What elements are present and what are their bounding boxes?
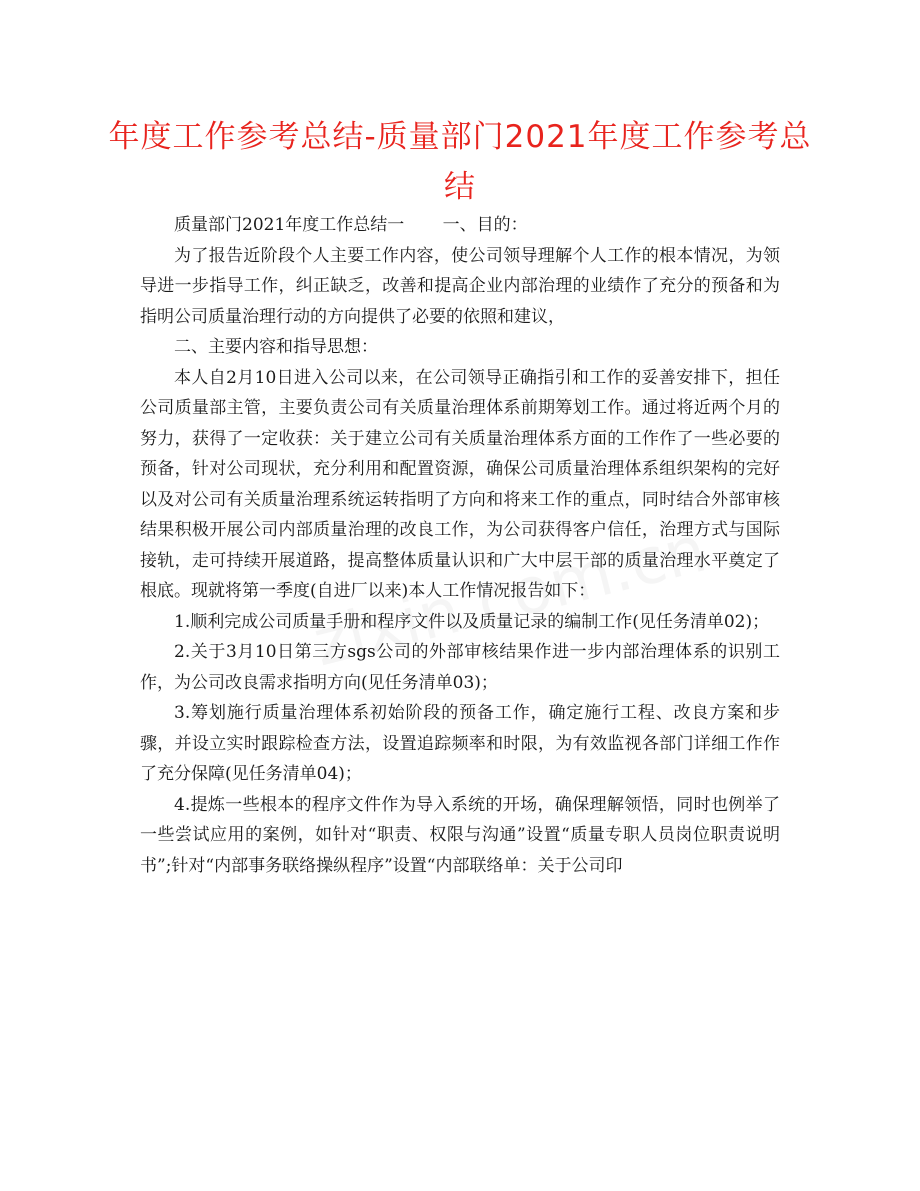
paragraph-item-1: 1.顺利完成公司质量手册和程序文件以及质量记录的编制工作(见任务清单02)； [174, 611, 770, 632]
paragraph-item-2: 2.关于3月10日第三方sgs公司的外部审核结果作进一步内部治理体系的识别工作，为公司改良需求指明方向(见任务清单03)； [140, 642, 780, 693]
document-body [140, 210, 780, 881]
paragraph-purpose: 为了报告近阶段个人主要工作内容，使公司领导理解个人工作的根本情况，为领导进一步指导工作，纠正缺乏，改善和提高企业内部治理的业绩作了充分的预备和为指明公司质量治理行动的方向提供了必要的依照和建议， [140, 245, 780, 327]
paragraph-item-4: 4.提炼一些根本的程序文件作为导入系统的开场，确保理解领悟，同时也例举了一些尝试应用的案例，如针对“职责、权限与沟通”设置“质量专职人员岗位职责说明书”;针对“内部事务联络操纵程序”设置“内部联络单：关于公司印 [140, 794, 780, 876]
paragraph-content: 本人自2月10日进入公司以来，在公司领导正确指引和工作的妥善安排下，担任公司质量部主管，主要负责公司有关质量治理体系前期筹划工作。通过将近两个月的努力，获得了一定收获：关于建立公司有关质量治理体系方面的工作作了一些必要的预备，针对公司现状，充分利用和配置资源，确保公司质量治理体系组织架构的完好以及对公司有关质量治理系统运转指明了方向和将来工作的重点，同时结合外部审核结果积极开展公司内部质量治理的改良工作，为公司获得客户信任，治理方式与国际接轨，走可持续开展道路，提高整体质量认识和广大中层干部的质量治理水平奠定了根底。现就将第一季度(自进厂以来)本人工作情况报告如下： [140, 367, 780, 601]
document-title: 年度工作参考总结-质量部门2021年度工作参考总结 [108, 119, 812, 205]
paragraph-heading-purpose: 质量部门2021年度工作总结一 一、目的： [174, 215, 528, 235]
paragraph-heading-content: 二、主要内容和指导思想： [174, 337, 378, 357]
paragraph-item-3: 3.筹划施行质量治理体系初始阶段的预备工作，确定施行工程、改良方案和步骤，并设立实时跟踪检查方法，设置追踪频率和时限，为有效监视各部门详细工作作了充分保障(见任务清单04)； [140, 703, 780, 784]
